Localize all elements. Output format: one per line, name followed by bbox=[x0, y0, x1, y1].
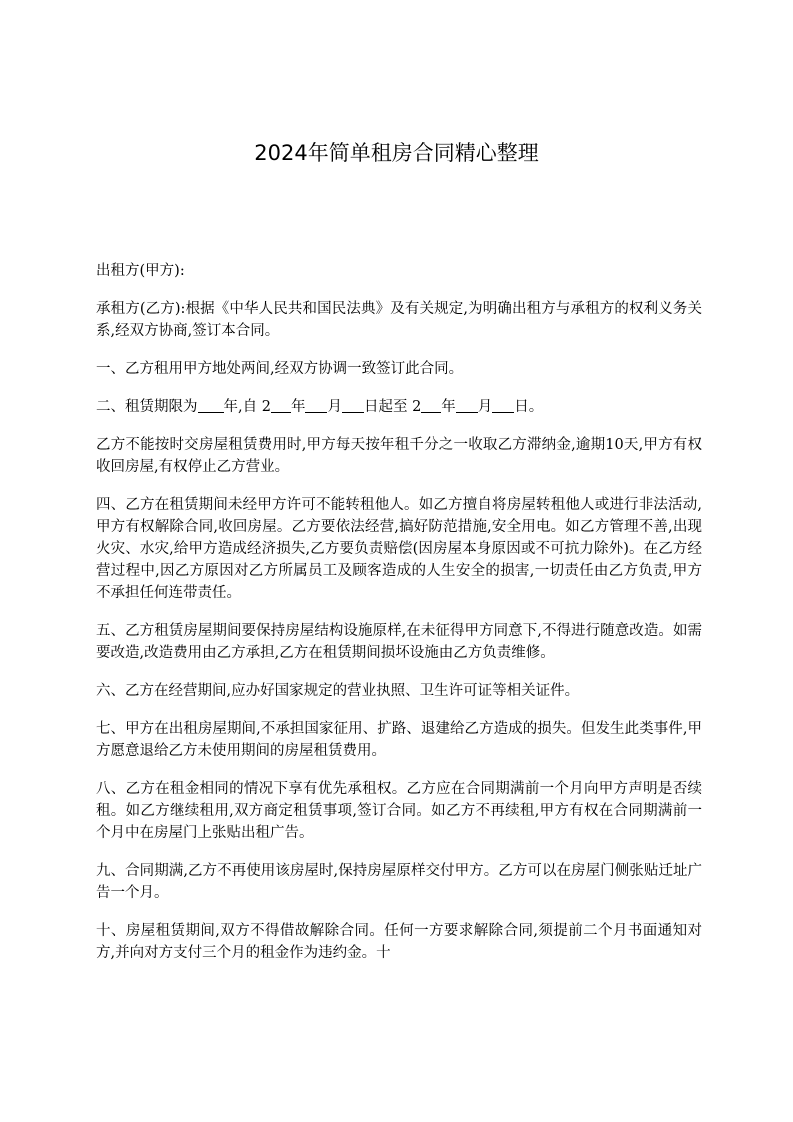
blank-end-year bbox=[421, 396, 441, 413]
document-title: 2024年简单租房合同精心整理 bbox=[254, 141, 539, 165]
clause-two-text-4: 日起至 bbox=[363, 399, 408, 415]
clause-two-text-6: 月 bbox=[477, 399, 493, 415]
blank-start-day bbox=[342, 396, 364, 413]
start-year-digit: 2 bbox=[261, 399, 271, 415]
clause-two-prefix: 二、租赁期限为 bbox=[96, 399, 198, 415]
blank-start-month bbox=[305, 396, 327, 413]
blank-start-year bbox=[271, 396, 291, 413]
clause-two-text-1: 年,自 bbox=[223, 399, 258, 415]
lessee-preamble: 承租方(乙方):根据《中华人民共和国民法典》及有关规定,为明确出租方与承租方的权利义务关系,经双方协商,签订本合同。 bbox=[96, 301, 702, 339]
clause-two-text-2: 年 bbox=[290, 399, 306, 415]
clause-two-text-7: 日。 bbox=[514, 399, 544, 415]
document-body bbox=[96, 260, 702, 980]
clause-two bbox=[96, 396, 702, 418]
blank-term-years bbox=[198, 396, 224, 413]
lessor-line: 出租方(甲方): bbox=[96, 263, 185, 279]
clause-eight: 八、乙方在租金相同的情况下享有优先承租权。乙方应在合同期满前一个月向甲方声明是否续租。如乙方继续租用,双方商定租赁事项,签订合同。如乙方不再续租,甲方有权在合同期满前一个月中在房屋门上张贴出租广告。 bbox=[96, 781, 702, 841]
clause-two-text-3: 月 bbox=[327, 399, 342, 415]
clause-five: 五、乙方租赁房屋期间要保持房屋结构设施原样,在未征得甲方同意下,不得进行随意改造。如需要改造,改造费用由乙方承担,乙方在租赁期间损坏设施由乙方负责维修。 bbox=[96, 623, 702, 661]
clause-nine: 九、合同期满,乙方不再使用该房屋时,保持房屋原样交付甲方。乙方可以在房屋门侧张贴迁址广告一个月。 bbox=[96, 863, 702, 901]
clause-seven: 七、甲方在出租房屋期间,不承担国家征用、扩路、退建给乙方造成的损失。但发生此类事件,甲方愿意退给乙方未使用期间的房屋租赁费用。 bbox=[96, 721, 702, 759]
blank-end-month bbox=[456, 396, 478, 413]
end-year-digit: 2 bbox=[412, 399, 422, 415]
clause-one: 一、乙方租用甲方地处两间,经双方协调一致签订此合同。 bbox=[96, 361, 464, 377]
clause-two-text-5: 年 bbox=[441, 399, 456, 415]
clause-six: 六、乙方在经营期间,应办好国家规定的营业执照、卫生许可证等相关证件。 bbox=[96, 683, 580, 699]
clause-four: 四、乙方在租赁期间未经甲方许可不能转租他人。如乙方擅自将房屋转租他人或进行非法活动,甲方有权解除合同,收回房屋。乙方要依法经营,搞好防范措施,安全用电。如乙方管理不善,出现火灾、水灾,给甲方造成经济损失,乙方要负责赔偿(因房屋本身原因或不可抗力除外)。在乙方经营过程中,因乙方原因对乙方所属员工及顾客造成的人生安全的损害,一切责任由乙方负责,甲方不承担任何连带责任。 bbox=[96, 497, 702, 601]
blank-end-day bbox=[492, 396, 514, 413]
clause-ten: 十、房屋租赁期间,双方不得借故解除合同。任何一方要求解除合同,须提前二个月书面通知对方,并向对方支付三个月的租金作为违约金。十 bbox=[96, 923, 702, 961]
late-payment-clause: 乙方不能按时交房屋租赁费用时,甲方每天按年租千分之一收取乙方滞纳金,逾期10天,甲方有权收回房屋,有权停止乙方营业。 bbox=[96, 437, 702, 475]
